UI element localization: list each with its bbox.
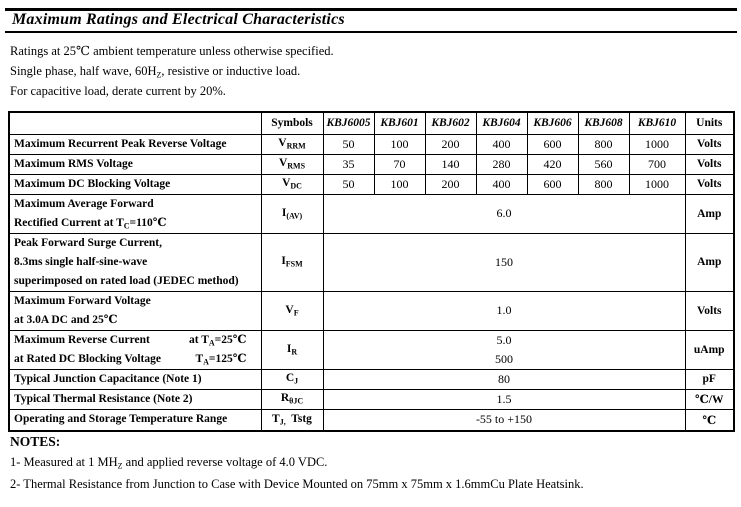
text-segment: at T: [188, 333, 209, 346]
value-cell: 420: [527, 154, 578, 174]
text-segment: , resistive or inductive load.: [161, 64, 301, 78]
text-segment: Single phase, half wave, 60H: [10, 64, 157, 78]
param-line-left: [14, 158, 133, 170]
param-cell: [9, 389, 261, 409]
text-segment: 8.3ms single half-sine-wave: [14, 255, 148, 268]
subscript-text: A: [208, 338, 215, 347]
merged-value-cell: 6.0: [323, 194, 685, 233]
param-line: [14, 292, 259, 311]
subscript-text: (AV): [286, 211, 303, 221]
value-cell: 50: [323, 134, 374, 154]
value-cell: 70: [374, 154, 425, 174]
symbol-cell: [261, 409, 323, 431]
subscript-text: F: [293, 308, 299, 318]
text-segment: Operating and Storage Temperature Range: [14, 413, 228, 426]
unit-cell: Volts: [685, 154, 734, 174]
text-segment: T: [272, 413, 280, 425]
merged-value-cell: 1.0: [323, 291, 685, 330]
value-cell: 400: [476, 134, 527, 154]
table-header-row: [9, 112, 734, 134]
text-segment: V: [278, 157, 288, 170]
value-cell: 600: [527, 134, 578, 154]
value-cell: 100: [374, 174, 425, 194]
units-header-cell: Units: [685, 112, 734, 134]
param-line: [14, 331, 259, 350]
subscript-text: RRM: [286, 141, 306, 151]
param-line: [14, 272, 259, 291]
note-line: [10, 474, 584, 496]
param-line-left: [14, 178, 170, 190]
param-line-left: [14, 256, 147, 268]
value-cell: 200: [425, 174, 476, 194]
param-line: [14, 311, 259, 330]
title-underline-rule: [5, 31, 737, 33]
text-segment: V: [282, 177, 291, 190]
subscript-text: DC: [290, 181, 302, 191]
param-cell: [9, 369, 261, 389]
value-cell: 700: [629, 154, 685, 174]
param-line-left: [14, 217, 167, 229]
table-row-maximum-dc-blocking-voltage: [9, 174, 734, 194]
param-line-left: [14, 295, 151, 307]
text-segment: I: [281, 255, 286, 268]
symbol-cell: [261, 233, 323, 291]
text-segment: Ratings at 25℃ ambient temperature unless otherwise specified.: [10, 44, 334, 58]
param-cell: [9, 174, 261, 194]
param-cell: [9, 233, 261, 291]
table-row-typical-junction-capacitance: [9, 369, 734, 389]
text-segment: Maximum Forward Voltage: [14, 294, 151, 307]
value-cell: 1000: [629, 134, 685, 154]
param-line-left: [14, 373, 202, 385]
note-line: [10, 452, 584, 474]
model-header-cell: KBJ6005: [323, 112, 374, 134]
text-segment: I: [281, 206, 287, 219]
value-cell: 800: [578, 174, 629, 194]
value-cell: 1000: [629, 174, 685, 194]
value-cell: 600: [527, 174, 578, 194]
param-line-left: [14, 237, 162, 249]
param-header-cell: [9, 112, 261, 134]
notes-list: [10, 452, 584, 495]
text-segment: For capacitive load, derate current by 20%.: [10, 84, 226, 98]
param-cell: [9, 134, 261, 154]
unit-cell: Volts: [685, 134, 734, 154]
subscript-text: θJC: [289, 396, 304, 406]
symbol-cell: [261, 291, 323, 330]
value-cell: 35: [323, 154, 374, 174]
text-segment: I: [286, 342, 292, 355]
param-line-left: [14, 350, 161, 369]
param-line: [14, 410, 259, 429]
param-line-left: [14, 393, 192, 405]
text-segment: Maximum Recurrent Peak Reverse Voltage: [14, 137, 227, 150]
text-segment: Maximum Reverse Current: [14, 333, 150, 346]
subscript-text: J: [294, 376, 299, 386]
value-cell: 100: [374, 134, 425, 154]
unit-cell: Amp: [685, 194, 734, 233]
model-header-cell: KBJ608: [578, 112, 629, 134]
unit-cell: Volts: [685, 291, 734, 330]
table-row-typical-thermal-resistance: [9, 389, 734, 409]
param-line-left: [14, 413, 227, 425]
table-row-maximum-reverse-current: [9, 330, 734, 369]
notes-heading: NOTES:: [10, 434, 61, 449]
text-segment: =25℃: [214, 333, 247, 346]
text-segment: =125℃: [208, 352, 247, 365]
subscript-text: Z: [156, 70, 162, 80]
symbol-cell: [261, 174, 323, 194]
subscript-text: J,: [279, 417, 286, 427]
subscript-text: FSM: [285, 259, 303, 269]
unit-cell: uAmp: [685, 330, 734, 369]
subscript-text: RMS: [287, 161, 306, 171]
value-cell: 140: [425, 154, 476, 174]
text-segment: Typical Thermal Resistance (Note 2): [14, 392, 193, 405]
text-segment: T: [195, 352, 204, 365]
text-segment: Maximum Average Forward: [14, 197, 154, 210]
param-cell: [9, 409, 261, 431]
value-line: 500: [495, 351, 513, 366]
value-cell: 800: [578, 134, 629, 154]
merged-value-cell: 1.5: [323, 389, 685, 409]
symbols-header-cell: Symbols: [261, 112, 323, 134]
text-segment: superimposed on rated load (JEDEC method): [14, 274, 239, 287]
model-header-cell: KBJ604: [476, 112, 527, 134]
unit-cell: ℃/W: [685, 389, 734, 409]
model-header-cell: KBJ610: [629, 112, 685, 134]
intro-line: [10, 41, 334, 61]
param-line: [14, 253, 259, 272]
param-line-condition: [195, 350, 258, 369]
param-line-condition: [189, 331, 259, 350]
merged-value-cell: [323, 330, 685, 369]
param-line-left: [14, 138, 227, 150]
text-segment: and applied reverse voltage of 4.0 VDC.: [122, 455, 328, 469]
text-segment: Maximum RMS Voltage: [14, 157, 133, 170]
unit-cell: pF: [685, 369, 734, 389]
value-cell: 280: [476, 154, 527, 174]
param-line: [14, 350, 259, 369]
subscript-text: A: [203, 357, 209, 366]
param-cell: [9, 330, 261, 369]
merged-value-cell: -55 to +150: [323, 409, 685, 431]
table-row-peak-forward-surge-current: [9, 233, 734, 291]
unit-cell: Volts: [685, 174, 734, 194]
subscript-text: C: [123, 221, 130, 230]
intro-line: [10, 81, 334, 101]
text-segment: V: [278, 137, 287, 150]
unit-cell: Amp: [685, 233, 734, 291]
symbol-cell: [261, 134, 323, 154]
text-segment: Rectified Current at T: [14, 216, 124, 229]
param-line: [14, 234, 259, 253]
text-segment: C: [285, 372, 295, 385]
page-title: Maximum Ratings and Electrical Characteristics: [12, 11, 345, 28]
ratings-table: [8, 111, 735, 432]
model-header-cell: KBJ601: [374, 112, 425, 134]
text-segment: Tstg: [285, 413, 312, 425]
text-segment: at 3.0A DC and 25℃: [14, 313, 118, 326]
notes-section: [10, 431, 584, 495]
param-cell: [9, 291, 261, 330]
text-segment: at Rated DC Blocking Voltage: [14, 352, 161, 365]
param-line: [14, 175, 259, 194]
merged-value-cell: 150: [323, 233, 685, 291]
model-header-cell: KBJ606: [527, 112, 578, 134]
param-line-left: [14, 331, 150, 350]
text-segment: Peak Forward Surge Current,: [14, 236, 162, 249]
param-line-left: [14, 275, 239, 287]
table-row-maximum-rms-voltage: [9, 154, 734, 174]
symbol-cell: [261, 154, 323, 174]
intro-line: [10, 61, 334, 81]
text-segment: =110℃: [129, 216, 167, 229]
value-cell: 400: [476, 174, 527, 194]
symbol-cell: [261, 330, 323, 369]
param-line: [14, 155, 259, 174]
model-header-cell: KBJ602: [425, 112, 476, 134]
value-line: 5.0: [496, 332, 512, 347]
value-cell: 560: [578, 154, 629, 174]
intro-text: [10, 41, 334, 101]
value-cell: 200: [425, 134, 476, 154]
value-cell: 50: [323, 174, 374, 194]
subscript-text: R: [291, 347, 298, 357]
unit-cell: ℃: [685, 409, 734, 431]
param-line: [14, 370, 259, 389]
param-line: [14, 195, 259, 214]
param-line-left: [14, 198, 154, 210]
param-line: [14, 390, 259, 409]
table-row-maximum-recurrent-peak-reverse-voltage: [9, 134, 734, 154]
text-segment: Typical Junction Capacitance (Note 1): [14, 372, 202, 385]
param-line-left: [14, 314, 118, 326]
param-cell: [9, 154, 261, 174]
text-segment: 2- Thermal Resistance from Junction to Case with Device Mounted on 75mm x 75mm x 1.6mmCu Plate Heatsink.: [10, 476, 584, 491]
symbol-cell: [261, 369, 323, 389]
text-segment: 1- Measured at 1 MH: [10, 455, 118, 469]
subscript-text: Z: [117, 461, 123, 471]
symbol-cell: [261, 194, 323, 233]
param-line: [14, 214, 259, 233]
symbol-cell: [261, 389, 323, 409]
text-segment: Maximum DC Blocking Voltage: [14, 177, 171, 190]
text-segment: V: [285, 303, 294, 316]
param-line: [14, 135, 259, 154]
table-row-operating-storage-temperature-range: [9, 409, 734, 431]
table-row-maximum-forward-voltage: [9, 291, 734, 330]
merged-value-cell: 80: [323, 369, 685, 389]
param-cell: [9, 194, 261, 233]
text-segment: R: [280, 392, 290, 405]
table-row-maximum-average-forward-rectified-current: [9, 194, 734, 233]
